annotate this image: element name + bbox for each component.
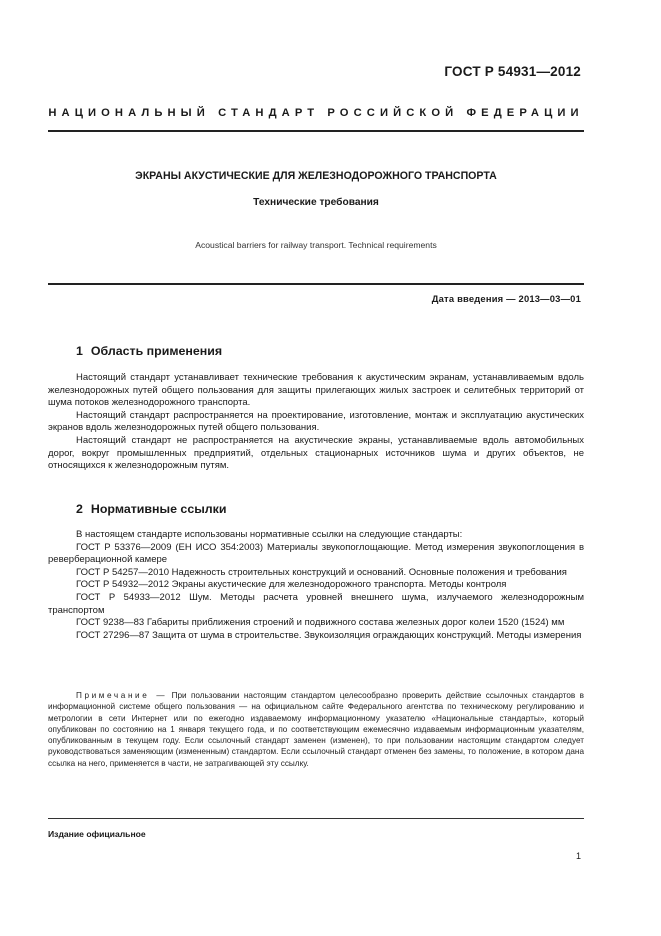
footer-rule <box>48 818 584 819</box>
note-block <box>48 690 584 769</box>
document-title: ЭКРАНЫ АКУСТИЧЕСКИЕ ДЛЯ ЖЕЛЕЗНОДОРОЖНОГО ТРАНСПОРТА <box>135 170 497 182</box>
section-title: Нормативные ссылки <box>90 502 227 516</box>
section-number: 1 <box>76 344 83 358</box>
standard-banner: НАЦИОНАЛЬНЫЙ СТАНДАРТ РОССИЙСКОЙ ФЕДЕРАЦИИ <box>48 107 584 119</box>
document-subtitle: Технические требования <box>253 197 379 208</box>
references-intro: В настоящем стандарте использованы нормативные ссылки на следующие стандарты: <box>76 529 463 540</box>
section-number: 2 <box>76 502 83 516</box>
section-2-body <box>48 529 584 642</box>
banner-rule <box>48 130 584 132</box>
paragraph: Настоящий стандарт не распространяется на акустические экраны, устанавливаемые вдоль автомобильных дорог, вокруг промышленных предприятий, отдельных стационарных источников шума и других объектов, не относящихся к железнодорожным путям. <box>48 434 584 472</box>
page-number: 1 <box>575 851 581 861</box>
reference-item: ГОСТ Р 53376—2009 (ЕН ИСО 354:2003) Материалы звукопоглощающие. Метод измерения звукопоглощения в реверберационной камере <box>48 541 584 566</box>
note-text: При пользовании настоящим стандартом целесообразно проверить действие ссылочных стандартов в информационной системе общего пользования — на официальном сайте Федерального агентства по техническому регулированию и метрологии в сети Интернет или по ежегодно издаваемому информационному указателю «Национальные стандарты», который опубликован по состоянию на 1 января текущего года, и по соответствующим ежемесячно издаваемым информационным указателям, опубликованным в текущем году. Если ссылочный стандарт заменен (изменен), то при пользовании настоящим стандартом следует руководствоваться заменяющим (измененным) стандартом. Если ссылочный стандарт отменен без замены, то положение, в котором дана ссылка на него, применяется в части, не затрагивающей эту ссылку. <box>48 691 584 768</box>
section-2-heading <box>76 502 226 516</box>
effective-date: Дата введения — 2013—03—01 <box>431 293 581 304</box>
paragraph: Настоящий стандарт устанавливает технические требования к акустическим экранам, устанавливаемым вдоль железнодорожных путей общего пользования для защиты прилегающих жилых застроек и селитебных территорий от шума потоков железнодорожного транспорта. <box>48 372 584 409</box>
reference-item: ГОСТ Р 54257—2010 Надежность строительных конструкций и оснований. Основные положения и требования <box>76 566 567 578</box>
reference-item: ГОСТ Р 54932—2012 Экраны акустические для железнодорожного транспорта. Методы контроля <box>76 579 507 591</box>
note-label: Примечание — <box>76 691 168 700</box>
section-1-body <box>48 372 584 473</box>
reference-item: ГОСТ 9238—83 Габариты приближения строений и подвижного состава железных дорог колеи 1520 (1524) мм <box>76 617 565 629</box>
section-1-heading <box>76 344 222 358</box>
paragraph: Настоящий стандарт распространяется на проектирование, изготовление, монтаж и эксплуатацию акустических экранов вдоль железнодорожных путей общего пользования. <box>48 409 584 434</box>
document-title-english: Acoustical barriers for railway transport. Technical requirements <box>195 240 437 250</box>
document-number: ГОСТ Р 54931—2012 <box>444 64 581 79</box>
title-rule <box>48 283 584 285</box>
section-title: Область применения <box>90 344 223 358</box>
reference-item: ГОСТ Р 54933—2012 Шум. Методы расчета уровней внешнего шума, излучаемого железнодорожным транспортом <box>48 591 584 616</box>
reference-item: ГОСТ 27296—87 Защита от шума в строительстве. Звукоизоляция ограждающих конструкций. Методы измерения <box>76 629 582 641</box>
edition-label: Издание официальное <box>48 829 146 839</box>
